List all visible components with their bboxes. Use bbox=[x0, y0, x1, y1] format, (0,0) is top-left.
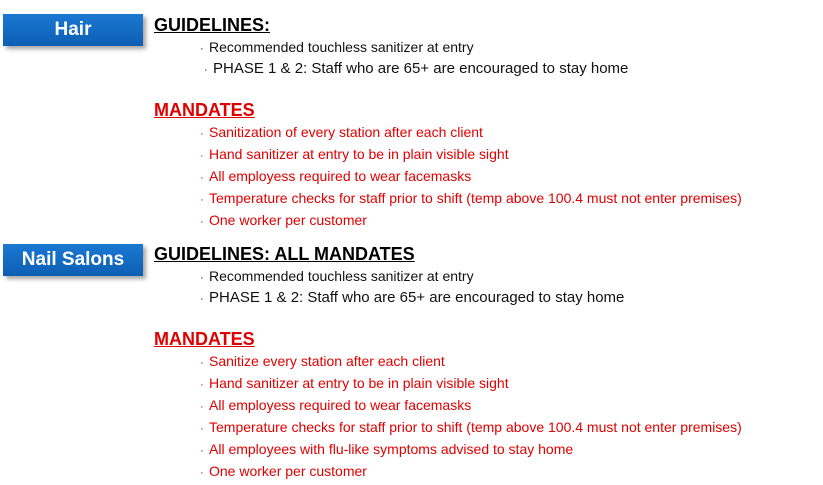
mandates-list bbox=[200, 122, 742, 232]
bullet-icon: · bbox=[200, 423, 204, 435]
list-item: · All employees with flu-like symptoms advised to stay home bbox=[200, 439, 742, 461]
guidelines-list bbox=[200, 37, 628, 80]
list-item: · Hand sanitizer at entry to be in plain visible sight bbox=[200, 373, 742, 395]
guidelines-heading: GUIDELINES: ALL MANDATES bbox=[154, 244, 415, 264]
bullet-icon: · bbox=[200, 194, 204, 206]
bullet-icon: · bbox=[200, 216, 204, 228]
guidelines-heading: GUIDELINES: bbox=[154, 15, 271, 35]
mandates-heading: MANDATES bbox=[154, 100, 255, 120]
list-item: · Sanitization of every station after each client bbox=[200, 122, 742, 144]
bullet-icon: · bbox=[200, 172, 204, 184]
bullet-icon: · bbox=[200, 357, 204, 369]
list-item: · Temperature checks for staff prior to shift (temp above 100.4 must not enter premises) bbox=[200, 417, 742, 439]
bullet-icon: · bbox=[200, 445, 204, 457]
list-item: · Temperature checks for staff prior to shift (temp above 100.4 must not enter premises) bbox=[200, 188, 742, 210]
bullet-icon: · bbox=[200, 128, 204, 140]
bullet-icon: · bbox=[200, 467, 204, 479]
list-item: · All employess required to wear facemasks bbox=[200, 395, 742, 417]
list-item: · PHASE 1 & 2: Staff who are 65+ are encouraged to stay home bbox=[200, 288, 624, 309]
list-item: · Recommended touchless sanitizer at entry bbox=[200, 266, 624, 288]
list-item: · Hand sanitizer at entry to be in plain visible sight bbox=[200, 144, 742, 166]
list-item: · One worker per customer bbox=[200, 210, 742, 232]
list-item: · PHASE 1 & 2: Staff who are 65+ are encouraged to stay home bbox=[200, 59, 628, 80]
bullet-icon: · bbox=[200, 293, 204, 305]
section-tag-nail-salons: Nail Salons bbox=[3, 244, 143, 276]
list-item: · Sanitize every station after each client bbox=[200, 351, 742, 373]
mandates-list bbox=[200, 351, 742, 483]
mandates-heading: MANDATES bbox=[154, 329, 255, 349]
section-tag-hair: Hair bbox=[3, 14, 143, 46]
bullet-icon: · bbox=[200, 43, 204, 55]
bullet-icon: · bbox=[200, 150, 204, 162]
bullet-icon: · bbox=[200, 272, 204, 284]
list-item: · One worker per customer bbox=[200, 461, 742, 483]
bullet-icon: · bbox=[200, 401, 204, 413]
list-item: · All employess required to wear facemasks bbox=[200, 166, 742, 188]
bullet-icon: · bbox=[200, 379, 204, 391]
list-item: · Recommended touchless sanitizer at entry bbox=[200, 37, 628, 59]
bullet-icon: · bbox=[204, 64, 208, 76]
guidelines-list bbox=[200, 266, 624, 309]
